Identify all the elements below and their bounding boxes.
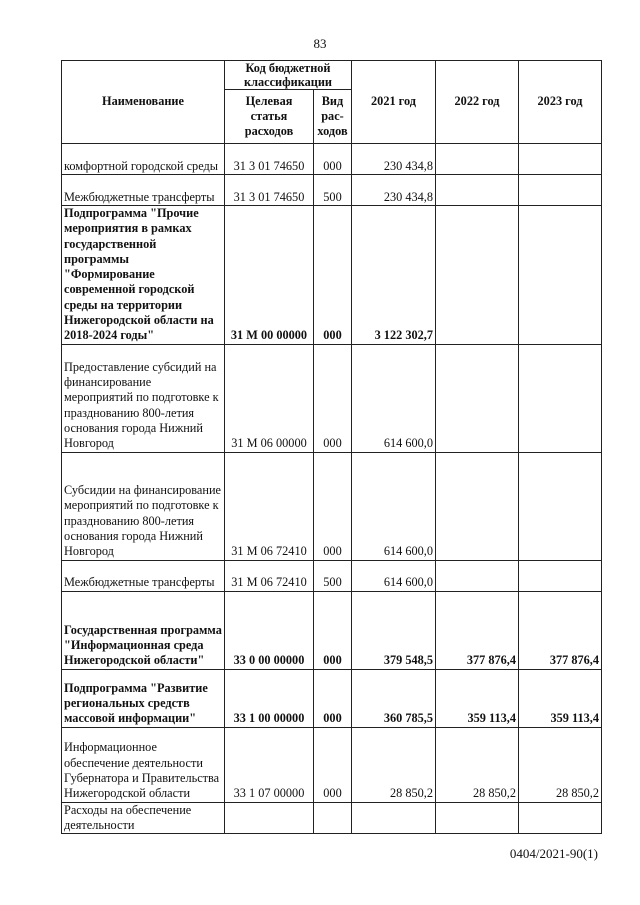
row-target-code: 33 0 00 00000 [225,591,314,669]
header-name: Наименование [62,61,225,144]
row-amount-2023: 377 876,4 [519,591,602,669]
row-target-code: 33 1 00 00000 [225,669,314,727]
row-name: Расходы на обеспечение деятельности [62,802,225,834]
header-2021: 2021 год [352,61,436,144]
row-name: Подпрограмма "Прочие мероприятия в рамках государственной программы "Формирование современной городской среды на территории Нижегородской области на 2018-2024 годы" [62,206,225,345]
table-row [62,344,602,452]
row-expense-kind: 500 [314,560,352,591]
row-amount-2021 [352,802,436,834]
table-row [62,144,602,175]
header-2022: 2022 год [436,61,519,144]
table-row [62,560,602,591]
row-amount-2021: 230 434,8 [352,175,436,206]
row-name: Подпрограмма "Развитие региональных средств массовой информации" [62,669,225,727]
row-expense-kind: 000 [314,669,352,727]
row-target-code [225,802,314,834]
row-amount-2022 [436,206,519,345]
row-target-code: 31 М 06 00000 [225,344,314,452]
row-amount-2023 [519,344,602,452]
budget-table [61,60,602,834]
row-amount-2023 [519,452,602,560]
table-row [62,802,602,834]
row-target-code: 33 1 07 00000 [225,727,314,802]
row-amount-2021: 379 548,5 [352,591,436,669]
table-row [62,591,602,669]
row-expense-kind: 000 [314,144,352,175]
row-amount-2021: 360 785,5 [352,669,436,727]
row-target-code: 31 3 01 74650 [225,175,314,206]
row-target-code: 31 М 00 00000 [225,206,314,345]
row-amount-2021: 3 122 302,7 [352,206,436,345]
header-kind: Вид рас-ходов [314,90,352,144]
row-amount-2021: 614 600,0 [352,344,436,452]
header-target: Целевая статья расходов [225,90,314,144]
row-amount-2022: 359 113,4 [436,669,519,727]
row-amount-2022 [436,144,519,175]
row-amount-2023 [519,144,602,175]
header-row-1 [62,61,602,90]
row-expense-kind: 500 [314,175,352,206]
row-amount-2022 [436,452,519,560]
page-number: 83 [313,36,327,51]
table-row [62,727,602,802]
row-amount-2023 [519,802,602,834]
table-row [62,175,602,206]
row-amount-2022: 377 876,4 [436,591,519,669]
table-row [62,669,602,727]
row-target-code: 31 3 01 74650 [225,144,314,175]
row-expense-kind: 000 [314,591,352,669]
header-code-group: Код бюджетной классификации [225,61,352,90]
row-amount-2022 [436,175,519,206]
row-amount-2021: 614 600,0 [352,560,436,591]
row-amount-2023 [519,206,602,345]
table-body [62,144,602,834]
table-row [62,452,602,560]
row-amount-2023 [519,175,602,206]
row-name: Предоставление субсидий на финансирование мероприятий по подготовке к празднованию 800-летия основания города Нижний Новгород [62,344,225,452]
row-amount-2022 [436,560,519,591]
row-name: Государственная программа "Информационная среда Нижегородской области" [62,591,225,669]
row-name: Межбюджетные трансферты [62,175,225,206]
row-amount-2023: 359 113,4 [519,669,602,727]
document-code: 0404/2021-90(1) [509,846,598,861]
row-expense-kind: 000 [314,344,352,452]
row-name: Межбюджетные трансферты [62,560,225,591]
header-2023: 2023 год [519,61,602,144]
row-expense-kind: 000 [314,206,352,345]
row-amount-2021: 230 434,8 [352,144,436,175]
row-name: комфортной городской среды [62,144,225,175]
row-amount-2023: 28 850,2 [519,727,602,802]
row-amount-2021: 28 850,2 [352,727,436,802]
row-target-code: 31 М 06 72410 [225,452,314,560]
row-name: Субсидии на финансирование мероприятий по подготовке к празднованию 800-летия основания города Нижний Новгород [62,452,225,560]
row-expense-kind: 000 [314,727,352,802]
row-amount-2022 [436,344,519,452]
row-target-code: 31 М 06 72410 [225,560,314,591]
row-name: Информационное обеспечение деятельности Губернатора и Правительства Нижегородской области [62,727,225,802]
row-amount-2023 [519,560,602,591]
table-row [62,206,602,345]
row-amount-2022 [436,802,519,834]
row-expense-kind [314,802,352,834]
row-expense-kind: 000 [314,452,352,560]
row-amount-2022: 28 850,2 [436,727,519,802]
row-amount-2021: 614 600,0 [352,452,436,560]
